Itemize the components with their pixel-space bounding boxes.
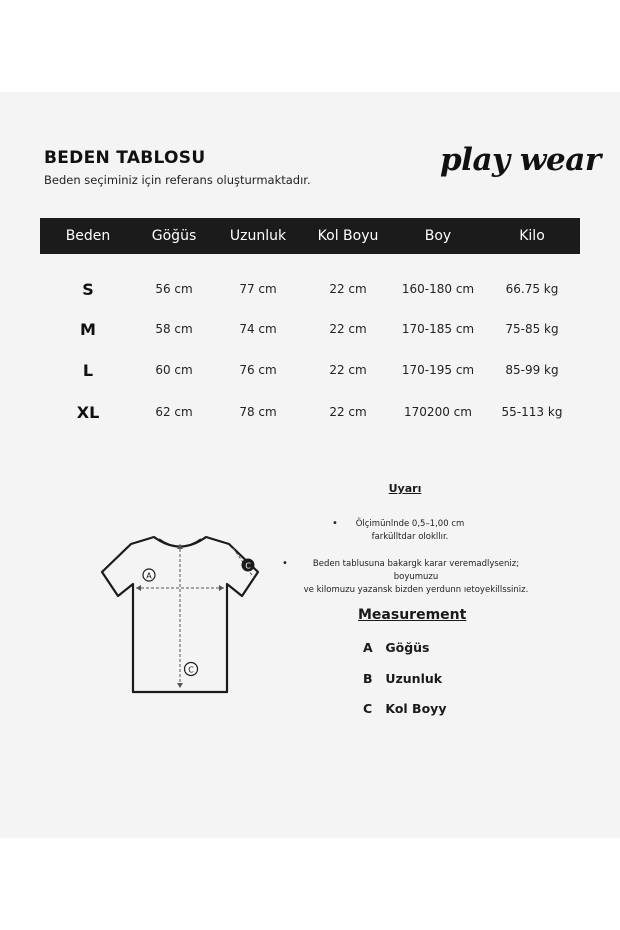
measurement-title: Measurement bbox=[358, 607, 467, 623]
size-cell: XL bbox=[76, 402, 100, 422]
legend-label: Göğüs bbox=[385, 640, 430, 655]
column-header: Uzunluk bbox=[229, 228, 287, 244]
table-cell: 170-185 cm bbox=[401, 322, 475, 336]
legend-item-b bbox=[363, 671, 442, 686]
table-cell: 22 cm bbox=[329, 322, 367, 336]
column-header: Boy bbox=[424, 228, 452, 244]
table-row bbox=[40, 397, 580, 427]
legend-label: Kol Boyy bbox=[385, 701, 447, 716]
legend-label: Uzunluk bbox=[385, 671, 443, 686]
legend-key: A bbox=[363, 640, 373, 655]
bullet-dot-icon: • bbox=[282, 558, 288, 569]
table-cell: 22 cm bbox=[329, 363, 367, 377]
table-cell: 55-113 kg bbox=[501, 405, 563, 419]
warning-bullet bbox=[282, 558, 540, 597]
table-row bbox=[40, 314, 580, 344]
legend-key: B bbox=[363, 671, 373, 686]
column-header: Kilo bbox=[519, 228, 545, 244]
size-table-header bbox=[40, 218, 580, 254]
legend-item-c bbox=[363, 701, 446, 716]
table-cell: 62 cm bbox=[155, 405, 193, 419]
size-chart-card bbox=[0, 92, 620, 838]
tshirt-diagram-icon bbox=[96, 532, 266, 697]
marker-c-body-label: C bbox=[188, 665, 194, 675]
table-cell: 78 cm bbox=[239, 405, 277, 419]
table-cell: 75-85 kg bbox=[505, 322, 559, 336]
table-cell: 60 cm bbox=[155, 363, 193, 377]
warning-text: Ölçimünlnde 0,5–1,00 cm bbox=[355, 519, 465, 529]
legend-item-a bbox=[363, 640, 430, 655]
chart-title: BEDEN TABLOSU bbox=[44, 148, 206, 168]
table-cell: 22 cm bbox=[329, 282, 367, 296]
size-cell: S bbox=[82, 279, 94, 299]
warning-text: Beden tablusuna bakargk karar veremadlyseniz; boyumuzu bbox=[312, 559, 520, 582]
table-cell: 170-195 cm bbox=[401, 363, 475, 377]
warning-bullet bbox=[332, 518, 480, 544]
table-cell: 74 cm bbox=[239, 322, 277, 336]
table-cell: 58 cm bbox=[155, 322, 193, 336]
table-cell: 77 cm bbox=[239, 282, 277, 296]
column-header: Kol Boyu bbox=[317, 228, 379, 244]
table-cell: 66.75 kg bbox=[505, 282, 559, 296]
table-cell: 85-99 kg bbox=[505, 363, 559, 377]
table-row bbox=[40, 355, 580, 385]
warning-text: ve kilomuzu yazansk bizden yerdunn ıetoyekillssiniz. bbox=[303, 585, 529, 595]
brand-logo: play wear bbox=[440, 142, 601, 178]
table-row bbox=[40, 274, 580, 304]
marker-c-sleeve-label: C bbox=[245, 561, 251, 571]
table-cell: 22 cm bbox=[329, 405, 367, 419]
column-header: Göğüs bbox=[151, 228, 197, 244]
table-cell: 160-180 cm bbox=[401, 282, 475, 296]
legend-key: C bbox=[363, 701, 373, 716]
table-cell: 76 cm bbox=[239, 363, 277, 377]
chart-subtitle: Beden seçiminiz için referans oluşturmaktadır. bbox=[44, 173, 311, 187]
warning-text: farkülltdar olokllır. bbox=[371, 532, 449, 542]
size-cell: L bbox=[82, 360, 94, 380]
table-cell: 170200 cm bbox=[404, 405, 472, 419]
size-cell: M bbox=[80, 319, 96, 339]
table-cell: 56 cm bbox=[155, 282, 193, 296]
marker-a-label: A bbox=[146, 571, 152, 581]
column-header: Beden bbox=[65, 228, 111, 244]
warning-title: Uyarı bbox=[388, 482, 422, 495]
bullet-dot-icon: • bbox=[332, 518, 338, 529]
